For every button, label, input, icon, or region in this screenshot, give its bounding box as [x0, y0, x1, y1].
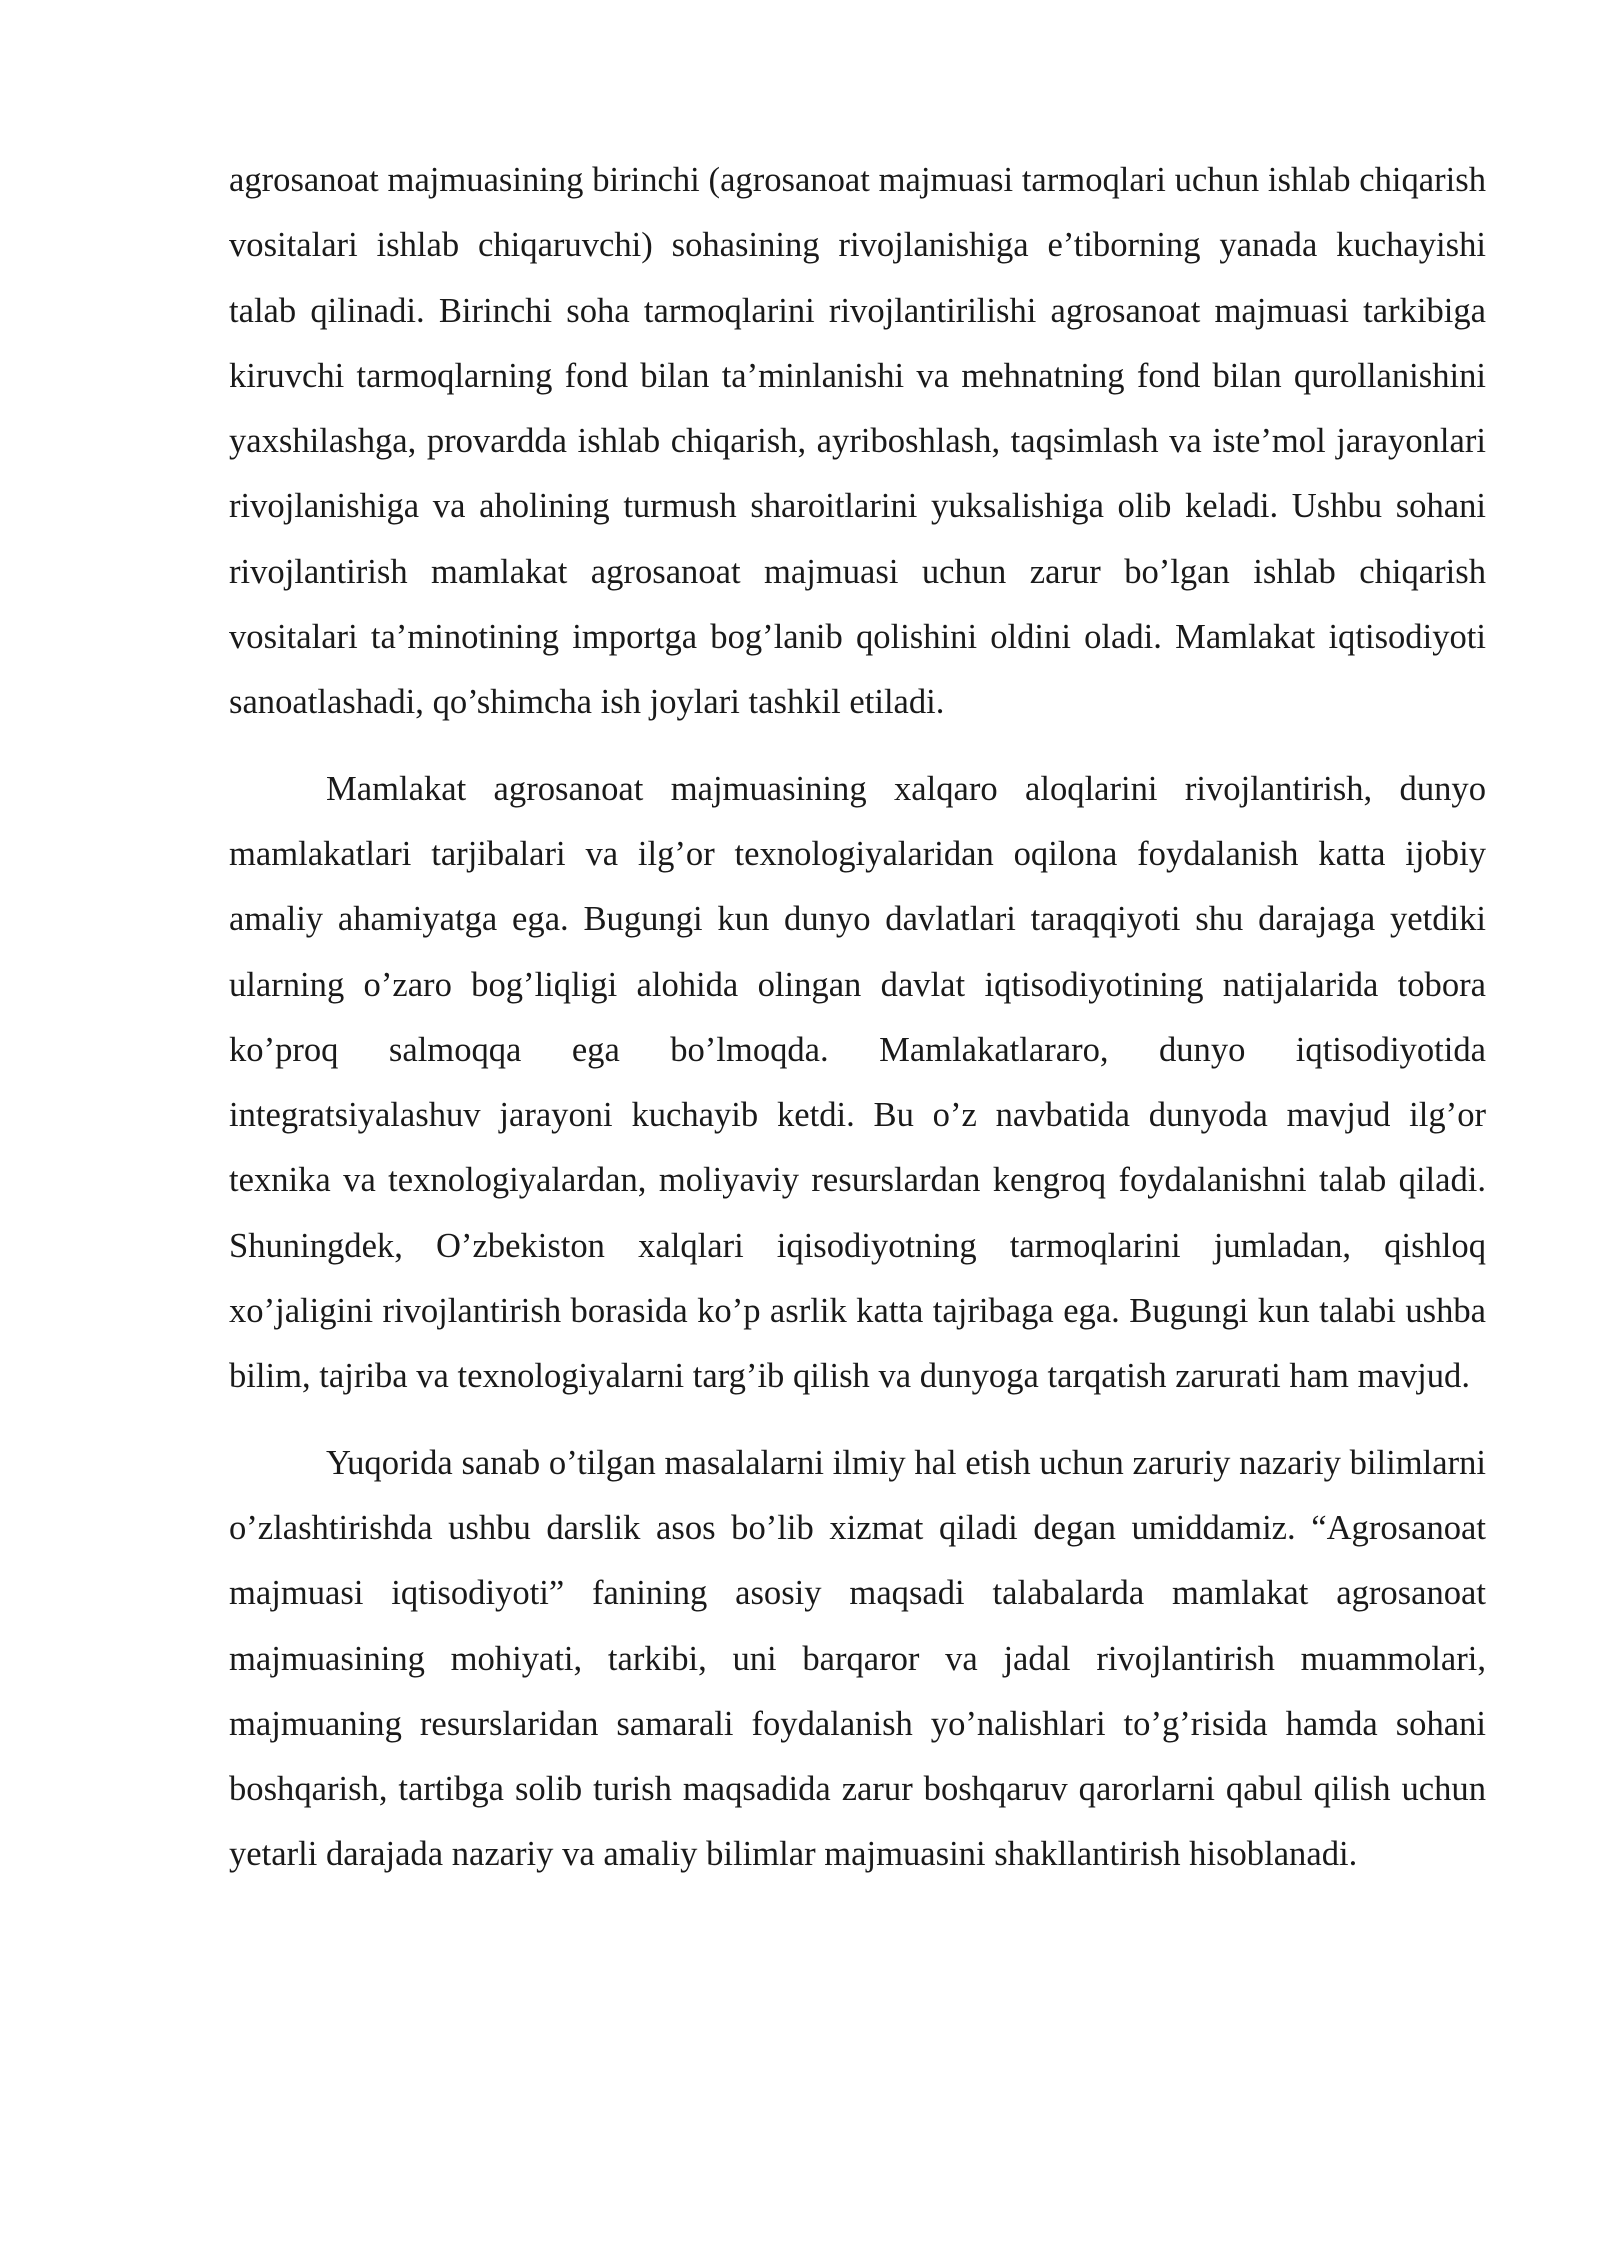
document-body — [229, 148, 1486, 1888]
paragraph-continuation: agrosanoat majmuasining birinchi (agrosanoat majmuasi tarmoqlari uchun ishlab chiqarish vositalari ishlab chiqaruvchi) sohasining rivojlanishiga e’tiborning yanada kuchayishi talab qilinadi. Birinchi soha tarmoqlarini rivojlantirilishi agrosanoat majmuasi tarkibiga kiruvchi tarmoqlarning fond bilan ta’minlanishi va mehnatning fond bilan qurollanishini yaxshilashga, provardda ishlab chiqarish, ayriboshlash, taqsimlash va iste’mol jarayonlari rivojlanishiga va aholining turmush sharoitlarini yuksalishiga olib keladi. Ushbu sohani rivojlantirish mamlakat agrosanoat majmuasi uchun zarur bo’lgan ishlab chiqarish vositalari ta’minotining importga bog’lanib qolishini oldini oladi. Mamlakat iqtisodiyoti sanoatlashadi, qo’shimcha ish joylari tashkil etiladi. — [229, 161, 1486, 722]
paragraph-international-relations: Mamlakat agrosanoat majmuasining xalqaro aloqlarini rivojlantirish, dunyo mamlakatlari tarjibalari va ilg’or texnologiyalaridan oqilona foydalanish katta ijobiy amaliy ahamiyatga ega. Bugungi kun dunyo davlatlari taraqqiyoti shu darajaga yetdiki ularning o’zaro bog’liqligi alohida olingan davlat iqtisodiyotining natijalarida tobora ko’proq salmoqqa ega bo’lmoqda. Mamlakatlararo, dunyo iqtisodiyotida integratsiyalashuv jarayoni kuchayib ketdi. Bu o’z navbatida dunyoda mavjud ilg’or texnika va texnologiyalardan, moliyaviy resurslardan kengroq foydalanishni talab qiladi. Shuningdek, O’zbekiston xalqlari iqisodiyotning tarmoqlarini jumladan, qishloq xo’jaligini rivojlantirish borasida ko’p asrlik katta tajribaga ega. Bugungi kun talabi ushbа bilim, tajriba va texnologiyalarni targ’ib qilish va dunyoga tarqatish zarurati ham mavjud. — [229, 769, 1486, 1396]
paragraph-course-aims: Yuqorida sanab o’tilgan masalalarni ilmiy hal etish uchun zaruriy nazariy bilimlarni o’zlashtirishda ushbu darslik asos bo’lib xizmat qiladi degan umiddamiz. “Agrosanoat majmuasi iqtisodiyoti” fanining asosiy maqsadi talabalarda mamlakat agrosanoat majmuasining mohiyati, tarkibi, uni barqaror va jadal rivojlantirish muammolari, majmuaning resurslaridan samarali foydalanish yo’nalishlari to’g’risida hamda sohani boshqarish, tartibga solib turish maqsadida zarur boshqaruv qarorlarni qabul qilish uchun yetarli darajada nazariy va amaliy bilimlar majmuasini shakllantirish hisoblanadi. — [229, 1443, 1486, 1874]
